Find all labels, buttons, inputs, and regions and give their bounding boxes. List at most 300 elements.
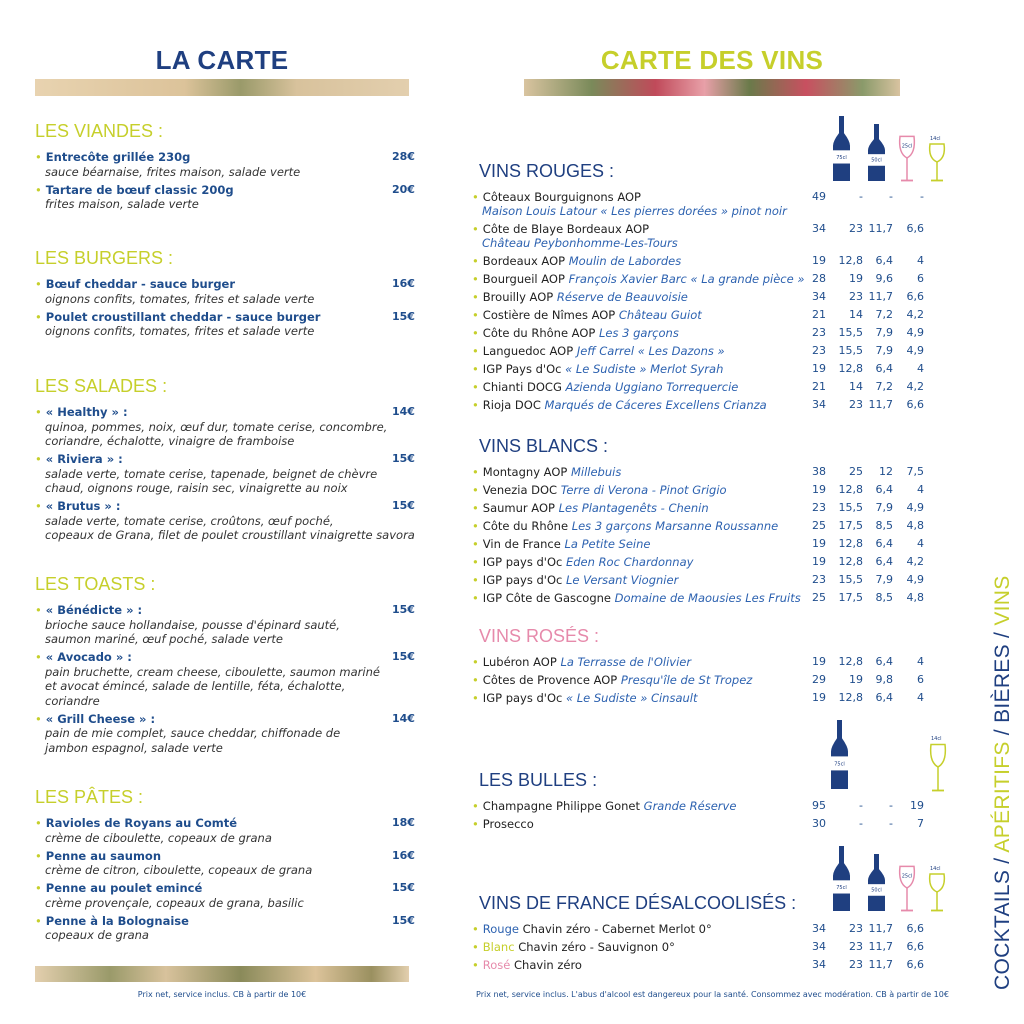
- wine-name: Champagne Philippe Gonet: [482, 799, 640, 813]
- wine-price: 4: [917, 483, 924, 496]
- wine-price: 14: [849, 308, 863, 321]
- wine-row: [472, 673, 942, 687]
- wine-price: 6,6: [906, 922, 924, 935]
- wine-price: 4,9: [906, 344, 924, 357]
- bullet-icon: •: [35, 405, 42, 419]
- wine-row: [472, 465, 942, 479]
- wine-price: 19: [812, 537, 826, 550]
- menu-item: [35, 849, 415, 878]
- wine-color-label: Blanc: [482, 940, 515, 954]
- item-price: 14€: [392, 711, 415, 725]
- floral-banner-top-right: [524, 79, 900, 96]
- wine-price: -: [920, 190, 924, 203]
- bullet-icon: •: [35, 499, 42, 513]
- wine-row: [472, 940, 942, 954]
- wine-price: 23: [849, 290, 863, 303]
- wine-price: 15,5: [838, 501, 863, 514]
- wine-price: 6,6: [906, 958, 924, 971]
- wine-name: IGP Pays d'Oc: [482, 362, 562, 376]
- wine-row: [472, 308, 942, 322]
- wine-price: 6,4: [875, 691, 893, 704]
- wine-price: 12,8: [838, 483, 863, 496]
- wine-producer: Terre di Verona - Pinot Grigio: [560, 483, 727, 497]
- wine-price: 23: [849, 398, 863, 411]
- wine-price: 4: [917, 362, 924, 375]
- wine-price: 11,7: [868, 958, 893, 971]
- item-description: pain de mie complet, sauce cheddar, chiffonade de: [45, 726, 341, 740]
- bullet-icon: •: [472, 222, 479, 236]
- wine-section-heading: VINS ROUGES :: [479, 161, 615, 181]
- wine-price: -: [889, 817, 893, 830]
- champagne-bottle-icon: [829, 720, 850, 794]
- bullet-icon: •: [35, 452, 42, 466]
- wine-price: 4,2: [906, 380, 924, 393]
- wine-name: Saumur AOP: [482, 501, 555, 515]
- wine-name: IGP Côte de Gascogne: [482, 591, 611, 605]
- wine-price: 11,7: [868, 222, 893, 235]
- item-price: 16€: [392, 277, 415, 290]
- bullet-icon: •: [472, 290, 479, 304]
- bullet-icon: •: [472, 272, 479, 286]
- side-slash: /: [991, 729, 1014, 736]
- wine-producer: Château Guiot: [618, 308, 702, 322]
- side-banner-text: [991, 575, 1015, 990]
- wine-row: [472, 272, 942, 286]
- food-footer-note: Prix net, service inclus. CB à partir de 10€: [137, 990, 307, 999]
- wine-name: Côteaux Bourguignons AOP: [482, 190, 641, 204]
- bottle-label: 75cl: [834, 761, 845, 768]
- wine-name: Costière de Nîmes AOP: [482, 308, 616, 322]
- item-price: 15€: [392, 913, 415, 927]
- wine-producer: Les 3 garçons Marsanne Roussanne: [571, 519, 779, 533]
- wine-price: 25: [812, 591, 826, 604]
- bottle-50cl-icon: [866, 854, 887, 916]
- wine-row: [472, 958, 942, 972]
- wine-price: 34: [812, 958, 826, 971]
- item-name: Entrecôte grillée 230g: [45, 150, 191, 164]
- wine-price: 7,5: [906, 465, 924, 478]
- wine-producer: Les 3 garçons: [599, 326, 679, 340]
- wine-producer: La Terrasse de l'Olivier: [560, 655, 692, 669]
- bullet-icon: •: [35, 848, 42, 863]
- glass-14cl-label: 14cl: [931, 736, 942, 742]
- wine-list-title: CARTE DES VINS: [600, 45, 824, 75]
- item-price: 15€: [392, 499, 415, 512]
- section-heading: LES TOASTS :: [35, 574, 156, 594]
- wine-price: 12,8: [838, 362, 863, 375]
- item-name: Tartare de bœuf classic 200g: [45, 182, 234, 197]
- glass-14cl-label: 14cl: [930, 866, 941, 872]
- bottle-75cl-icon: [831, 846, 852, 916]
- wine-section: [472, 626, 949, 709]
- item-description: salade verte, tomate cerise, croûtons, œuf poché,: [45, 513, 334, 528]
- bullet-icon: •: [472, 380, 479, 394]
- wine-row: [472, 817, 942, 831]
- item-name: Ravioles de Royans au Comté: [45, 816, 237, 830]
- menu-item: [35, 650, 415, 708]
- item-description: coriandre, échalotte, vinaigre de framboise: [45, 434, 295, 448]
- bullet-icon: •: [35, 277, 42, 291]
- glass-14cl-label: 14cl: [930, 136, 941, 142]
- wine-section-heading: VINS BLANCS :: [479, 436, 609, 456]
- wine-price: 6,4: [875, 483, 893, 496]
- wine-row: [472, 691, 942, 705]
- wine-producer: François Xavier Barc « La grande pièce »: [568, 272, 805, 286]
- wine-section-heading: VINS DE FRANCE DÉSALCOOLISÉS :: [479, 893, 797, 913]
- bullet-icon: •: [472, 465, 479, 479]
- side-cocktails: COCKTAILS: [991, 869, 1014, 990]
- wine-name: Chavin zéro - Sauvignon 0°: [518, 940, 675, 954]
- wine-producer: Moulin de Labordes: [568, 254, 682, 268]
- item-price: 15€: [392, 650, 415, 663]
- menu-section: [35, 121, 415, 215]
- wine-section-heading: VINS ROSÉS :: [479, 626, 600, 646]
- item-name: Bœuf cheddar - sauce burger: [45, 277, 236, 291]
- wine-price: 4,9: [906, 501, 924, 514]
- section-heading: LES SALADES :: [35, 376, 168, 396]
- wine-row: [472, 537, 942, 551]
- wine-price: 11,7: [868, 940, 893, 953]
- item-name: « Riviera » :: [45, 452, 123, 466]
- wine-row: [472, 655, 942, 669]
- wine-price: 4,9: [906, 326, 924, 339]
- wine-price: 6: [917, 673, 924, 686]
- palm-banner-top-left: [35, 79, 409, 96]
- menu-item: [35, 914, 415, 943]
- bullet-icon: •: [35, 309, 42, 324]
- menu-section: [35, 376, 415, 546]
- wine-price: 9,6: [875, 272, 893, 285]
- item-description: et avocat émincé, salade de lentille, féta, échalotte,: [45, 679, 346, 693]
- bottle-50cl-icon: [866, 124, 887, 186]
- menu-section: [35, 574, 415, 759]
- wine-price: 15,5: [838, 344, 863, 357]
- wine-price: 11,7: [868, 922, 893, 935]
- wine-name: Lubéron AOP: [482, 655, 557, 669]
- wine-price: 23: [812, 344, 826, 357]
- item-price: 15€: [392, 881, 415, 894]
- wine-price: 30: [812, 817, 826, 830]
- item-name: Poulet croustillant cheddar - sauce burger: [45, 309, 321, 324]
- item-description: oignons confits, tomates, frites et salade verte: [45, 291, 315, 306]
- wine-producer: Presqu'île de St Tropez: [620, 673, 753, 687]
- menu-item: [35, 277, 415, 306]
- wine-name: Chianti DOCG: [482, 380, 562, 394]
- bullet-icon: •: [35, 881, 42, 895]
- wine-producer: « Le Sudiste » Cinsault: [565, 691, 698, 705]
- bullet-icon: •: [472, 673, 479, 687]
- wine-row: [472, 501, 942, 515]
- item-description: oignons confits, tomates, frites et salade verte: [45, 324, 315, 338]
- wine-price: 7: [917, 817, 924, 830]
- wine-producer: Le Versant Viognier: [565, 573, 679, 587]
- wine-row: [472, 362, 942, 376]
- wine-price: 19: [910, 799, 924, 812]
- bottle-label: 75cl: [836, 154, 847, 161]
- wine-row: [472, 573, 942, 587]
- item-price: 18€: [392, 816, 415, 829]
- wine-price: 19: [849, 272, 863, 285]
- wine-price: 6,6: [906, 290, 924, 303]
- menu-title: LA CARTE: [155, 45, 289, 75]
- bullet-icon: •: [35, 816, 42, 830]
- item-description: quinoa, pommes, noix, œuf dur, tomate cerise, concombre,: [45, 419, 388, 434]
- wine-price: 6,6: [906, 222, 924, 235]
- item-description: crème provençale, copeaux de grana, basilic: [45, 895, 304, 910]
- wine-section: [472, 161, 949, 416]
- menu-item: [35, 499, 415, 543]
- wine-name: Côte du Rhône: [482, 519, 569, 533]
- glass-25cl-icon: [897, 134, 917, 186]
- item-description: crème de ciboulette, copeaux de grana: [45, 830, 272, 845]
- wine-name: Côte de Blaye Bordeaux AOP: [482, 222, 650, 236]
- bullet-icon: •: [35, 913, 42, 928]
- wine-price: 12,8: [838, 555, 863, 568]
- wine-row: [472, 380, 942, 394]
- wine-section: [472, 436, 949, 609]
- wine-price: 23: [849, 958, 863, 971]
- wine-name: Bourgueil AOP: [482, 272, 565, 286]
- wine-color-label: Rouge: [482, 922, 519, 936]
- item-description: copeaux de grana: [45, 928, 149, 942]
- side-bieres: BIÈRES: [991, 644, 1014, 723]
- bullet-icon: •: [472, 254, 479, 268]
- wine-price: 11,7: [868, 398, 893, 411]
- wine-name: Languedoc AOP: [482, 344, 574, 358]
- bullet-icon: •: [472, 922, 479, 936]
- wine-price: 6,4: [875, 537, 893, 550]
- wine-row: [472, 326, 942, 340]
- wine-section: [472, 770, 949, 835]
- bullet-icon: •: [35, 711, 42, 726]
- menu-section: [35, 787, 415, 946]
- wine-name: Côte du Rhône AOP: [482, 326, 596, 340]
- wine-price: 34: [812, 398, 826, 411]
- wine-price: 7,2: [875, 380, 893, 393]
- wine-price: 23: [812, 501, 826, 514]
- wine-price: 19: [849, 673, 863, 686]
- side-vins: VINS: [991, 575, 1014, 626]
- palm-banner-bottom-left: [35, 966, 409, 982]
- menu-item: [35, 712, 415, 756]
- wine-price: 19: [812, 691, 826, 704]
- wine-price: 8,5: [875, 519, 893, 532]
- wine-producer: « Le Sudiste » Merlot Syrah: [565, 362, 724, 376]
- wine-name: IGP pays d'Oc: [482, 691, 563, 705]
- glass-14cl-icon: [927, 872, 947, 916]
- wine-row: [472, 799, 942, 813]
- item-description: crème de citron, ciboulette, copeaux de grana: [45, 863, 313, 877]
- wine-price: 28: [812, 272, 826, 285]
- menu-item: [35, 881, 415, 910]
- menu-item: [35, 452, 415, 496]
- wine-price: 25: [849, 465, 863, 478]
- wine-price: -: [889, 190, 893, 203]
- bullet-icon: •: [472, 308, 479, 322]
- wine-name: IGP pays d'Oc: [482, 573, 563, 587]
- wine-name: Bordeaux AOP: [482, 254, 566, 268]
- wine-price: 7,9: [875, 326, 893, 339]
- bullet-icon: •: [472, 362, 479, 376]
- wine-producer: Les Plantagenêts - Chenin: [558, 501, 709, 515]
- wine-price: 6: [917, 272, 924, 285]
- wine-price: 49: [812, 190, 826, 203]
- wine-price: 21: [812, 308, 826, 321]
- wine-price: 19: [812, 483, 826, 496]
- side-aperitifs: APÉRITIFS: [991, 741, 1014, 853]
- wine-price: 19: [812, 362, 826, 375]
- menu-item: [35, 150, 415, 179]
- wine-price: 6,4: [875, 254, 893, 267]
- wine-producer: Millebuis: [570, 465, 622, 479]
- wine-row: [472, 290, 942, 304]
- wine-name: Prosecco: [482, 817, 534, 831]
- bullet-icon: •: [472, 799, 479, 813]
- wine-price: 19: [812, 555, 826, 568]
- bullet-icon: •: [472, 940, 479, 954]
- wine-name: Vin de France: [482, 537, 561, 551]
- bullet-icon: •: [472, 817, 479, 831]
- wine-name: Montagny AOP: [482, 465, 568, 479]
- wine-price: -: [859, 817, 863, 830]
- menu-item: [35, 183, 415, 212]
- wine-price: 6,4: [875, 655, 893, 668]
- wine-price: 4: [917, 254, 924, 267]
- bullet-icon: •: [472, 573, 479, 587]
- item-name: « Grill Cheese » :: [45, 711, 156, 726]
- wine-price: 6,6: [906, 398, 924, 411]
- wine-price: 9,8: [875, 673, 893, 686]
- svg-text:25cl: 25cl: [901, 873, 913, 880]
- menu-item: [35, 603, 415, 647]
- wine-price: -: [889, 799, 893, 812]
- item-description: chaud, oignons rouge, raisin sec, vinaigrette au noix: [45, 481, 348, 495]
- side-slash: /: [991, 857, 1014, 864]
- glass-25cl-icon: [897, 864, 917, 916]
- wine-price: 17,5: [838, 519, 863, 532]
- wine-price: 34: [812, 940, 826, 953]
- bottle-label: 50cl: [871, 887, 882, 894]
- wine-price: 11,7: [868, 290, 893, 303]
- wine-row: [472, 190, 942, 218]
- wine-price: 12,8: [838, 254, 863, 267]
- wine-price: 4,2: [906, 308, 924, 321]
- item-name: Penne au saumon: [45, 848, 162, 863]
- wine-producer: Maison Louis Latour « Les pierres dorées » pinot noir: [482, 204, 787, 218]
- item-name: « Healthy » :: [45, 405, 128, 419]
- wine-price: 4: [917, 691, 924, 704]
- side-slash: /: [991, 631, 1014, 638]
- wine-row: [472, 222, 942, 250]
- wine-footer-note: Prix net, service inclus. L'abus d'alcool est dangereux pour la santé. Consommez avec modération. CB à partir de 10€: [476, 990, 949, 999]
- item-description: pain bruchette, cream cheese, ciboulette, saumon mariné: [45, 664, 380, 679]
- wine-price: 12,8: [838, 537, 863, 550]
- wine-row: [472, 344, 942, 358]
- bullet-icon: •: [35, 650, 42, 664]
- wine-price: 8,5: [875, 591, 893, 604]
- wine-price: 15,5: [838, 326, 863, 339]
- wine-price: 34: [812, 222, 826, 235]
- bullet-icon: •: [472, 537, 479, 551]
- wine-price: 4: [917, 655, 924, 668]
- item-price: 16€: [392, 848, 415, 862]
- wine-row: [472, 519, 942, 533]
- wine-name: IGP pays d'Oc: [482, 555, 563, 569]
- item-price: 14€: [392, 405, 415, 418]
- item-description: copeaux de Grana, filet de poulet croustillant vinaigrette savora: [45, 528, 415, 542]
- wine-price: 7,9: [875, 344, 893, 357]
- bullet-icon: •: [472, 691, 479, 705]
- wine-row: [472, 591, 942, 605]
- wine-row: [472, 398, 942, 412]
- wine-row: [472, 254, 942, 268]
- menu-section: [35, 248, 415, 342]
- bullet-icon: •: [472, 501, 479, 515]
- wine-name: Chavin zéro: [514, 958, 582, 972]
- wine-price: 4,8: [906, 591, 924, 604]
- wine-row: [472, 483, 942, 497]
- bullet-icon: •: [472, 398, 479, 412]
- item-description: frites maison, salade verte: [45, 197, 199, 211]
- wine-price: 12: [879, 465, 893, 478]
- wine-producer: Jeff Carrel « Les Dazons »: [576, 344, 725, 358]
- wine-producer: Réserve de Beauvoisie: [556, 290, 688, 304]
- item-description: sauce béarnaise, frites maison, salade verte: [45, 164, 301, 179]
- wine-price: 7,2: [875, 308, 893, 321]
- wine-price: 29: [812, 673, 826, 686]
- item-description: coriandre: [45, 693, 100, 708]
- wine-name: Brouilly AOP: [482, 290, 554, 304]
- wine-name: Chavin zéro - Cabernet Merlot 0°: [522, 922, 712, 936]
- item-price: 15€: [392, 603, 415, 616]
- wine-price: 17,5: [838, 591, 863, 604]
- wine-price: 23: [812, 573, 826, 586]
- wine-price: -: [859, 190, 863, 203]
- wine-price: 6,4: [875, 362, 893, 375]
- menu-item: [35, 310, 415, 339]
- wine-price: 4,8: [906, 519, 924, 532]
- bullet-icon: •: [472, 519, 479, 533]
- bottle-label: 75cl: [836, 884, 847, 891]
- section-heading: LES PÂTES :: [35, 787, 144, 807]
- item-name: « Brutus » :: [45, 499, 121, 513]
- wine-name: Rioja DOC: [482, 398, 541, 412]
- flute-14cl-icon: [928, 742, 948, 796]
- item-price: 28€: [392, 150, 415, 163]
- wine-row: [472, 555, 942, 569]
- bullet-icon: •: [472, 958, 479, 972]
- item-price: 15€: [392, 309, 415, 323]
- wine-name: Côtes de Provence AOP: [482, 673, 618, 687]
- bullet-icon: •: [472, 483, 479, 497]
- wine-color-label: Rosé: [482, 958, 511, 972]
- item-name: « Bénédicte » :: [45, 603, 143, 617]
- wine-name: Venezia DOC: [482, 483, 558, 497]
- item-price: 20€: [392, 182, 415, 196]
- wine-row: [472, 922, 942, 936]
- wine-price: 6,4: [875, 555, 893, 568]
- wine-price: 23: [849, 222, 863, 235]
- wine-price: 23: [849, 922, 863, 935]
- item-description: brioche sauce hollandaise, pousse d'épinard sauté,: [45, 617, 340, 632]
- wine-price: 25: [812, 519, 826, 532]
- bullet-icon: •: [472, 326, 479, 340]
- wine-producer: Domaine de Maousies Les Fruits: [614, 591, 801, 605]
- bullet-icon: •: [472, 655, 479, 669]
- wine-price: 38: [812, 465, 826, 478]
- bullet-icon: •: [472, 591, 479, 605]
- bullet-icon: •: [472, 190, 479, 204]
